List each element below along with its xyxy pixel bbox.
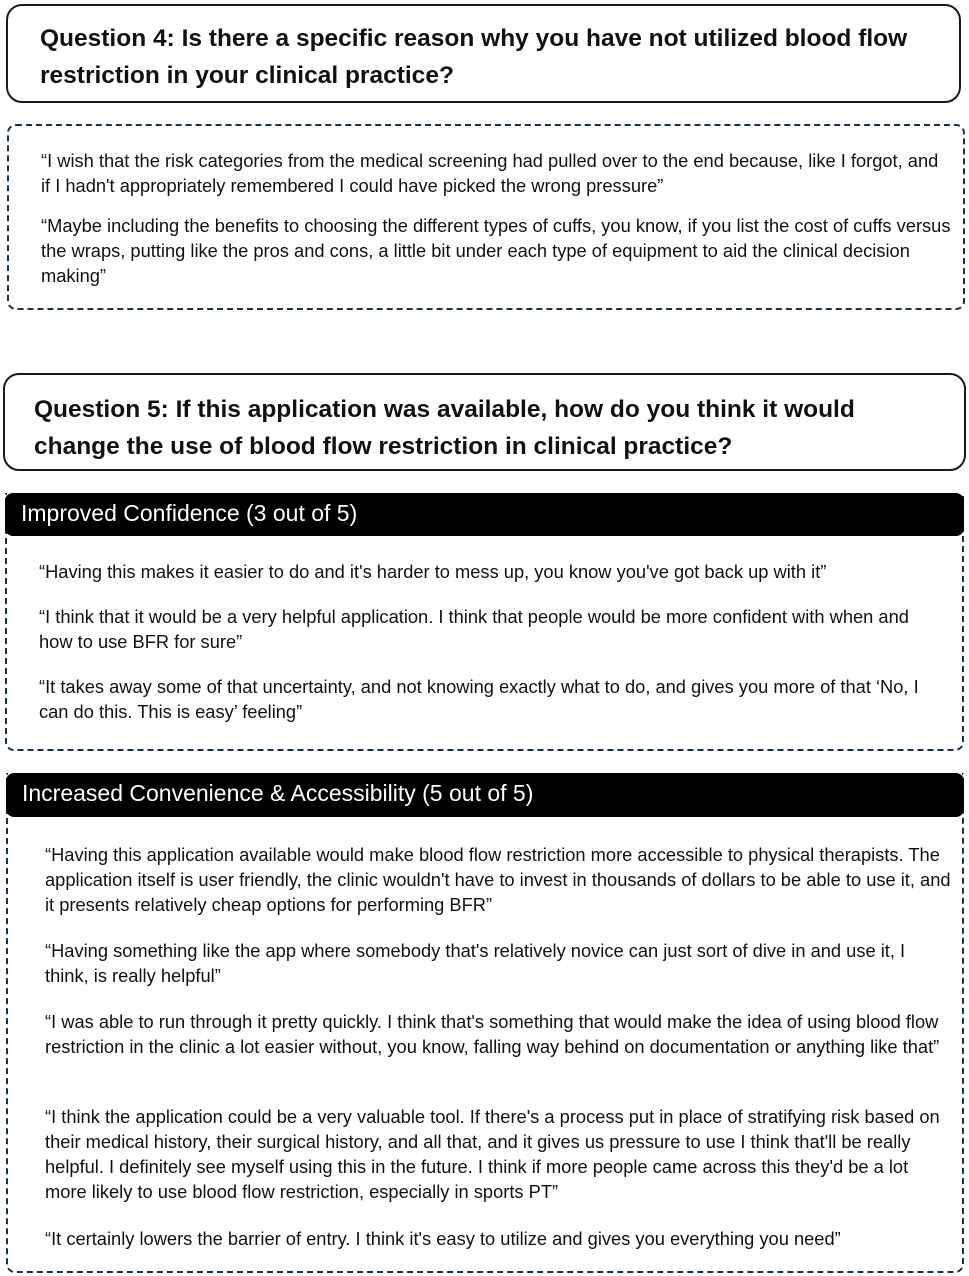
question-5-box [3,373,966,471]
quote: “Having this application available would make blood flow restriction more accessible to physical therapists. The application itself is user friendly, the clinic wouldn't have to invest in thousands of dollars to be able to use it, and it presents relatively cheap options for performing BFR” [45,844,951,915]
quote: “I was able to run through it pretty quickly. I think that's something that would make the idea of using blood flow restriction in the clinic a lot easier without, you know, falling way behind on documentation or anything like that” [45,1011,940,1057]
quote: “Having something like the app where somebody that's relatively novice can just sort of dive in and use it, I think, is really helpful” [45,940,906,986]
question-4-quotes-box [7,124,965,310]
theme-confidence-header [5,493,964,536]
quote: “I wish that the risk categories from the medical screening had pulled over to the end because, like I forgot, and if I hadn't appropriately remembered I could have picked the wrong pressure” [41,150,939,196]
question-5-title: Question 5: If this application was available, how do you think it would change the use of blood flow restriction in clinical practice? [34,396,855,460]
quote: “Having this makes it easier to do and it's harder to mess up, you know you've got back up with it” [39,561,827,582]
question-4-title: Question 4: Is there a specific reason why you have not utilized blood flow restriction in your clinical practice? [40,25,908,89]
quote: “It takes away some of that uncertainty, and not knowing exactly what to do, and gives you more of that ‘No, I can do this. This is easy’ feeling” [39,676,919,722]
quote: “I think the application could be a very valuable tool. If there's a process put in place of stratifying risk based on their medical history, their surgical history, and all that, and it gives us pressure to use I think that'll be really helpful. I definitely see myself using this in the future. I think if more people came across this they'd be a lot more likely to use blood flow restriction, especially in sports PT” [45,1106,940,1202]
theme-heading: Increased Convenience & Accessibility (5 out of 5) [22,780,534,806]
question-4-box [6,4,961,103]
quote: “Maybe including the benefits to choosing the different types of cuffs, you know, if you list the cost of cuffs versus the wraps, putting like the pros and cons, a little bit under each type of equipment to aid the clinical decision making” [41,215,951,286]
quote: “It certainly lowers the barrier of entry. I think it's easy to utilize and gives you everything you need” [45,1228,841,1249]
quote: “I think that it would be a very helpful application. I think that people would be more confident with when and how to use BFR for sure” [39,606,909,652]
theme-convenience-header [6,773,964,817]
theme-convenience-box [6,773,964,1273]
theme-heading: Improved Confidence (3 out of 5) [21,500,358,526]
